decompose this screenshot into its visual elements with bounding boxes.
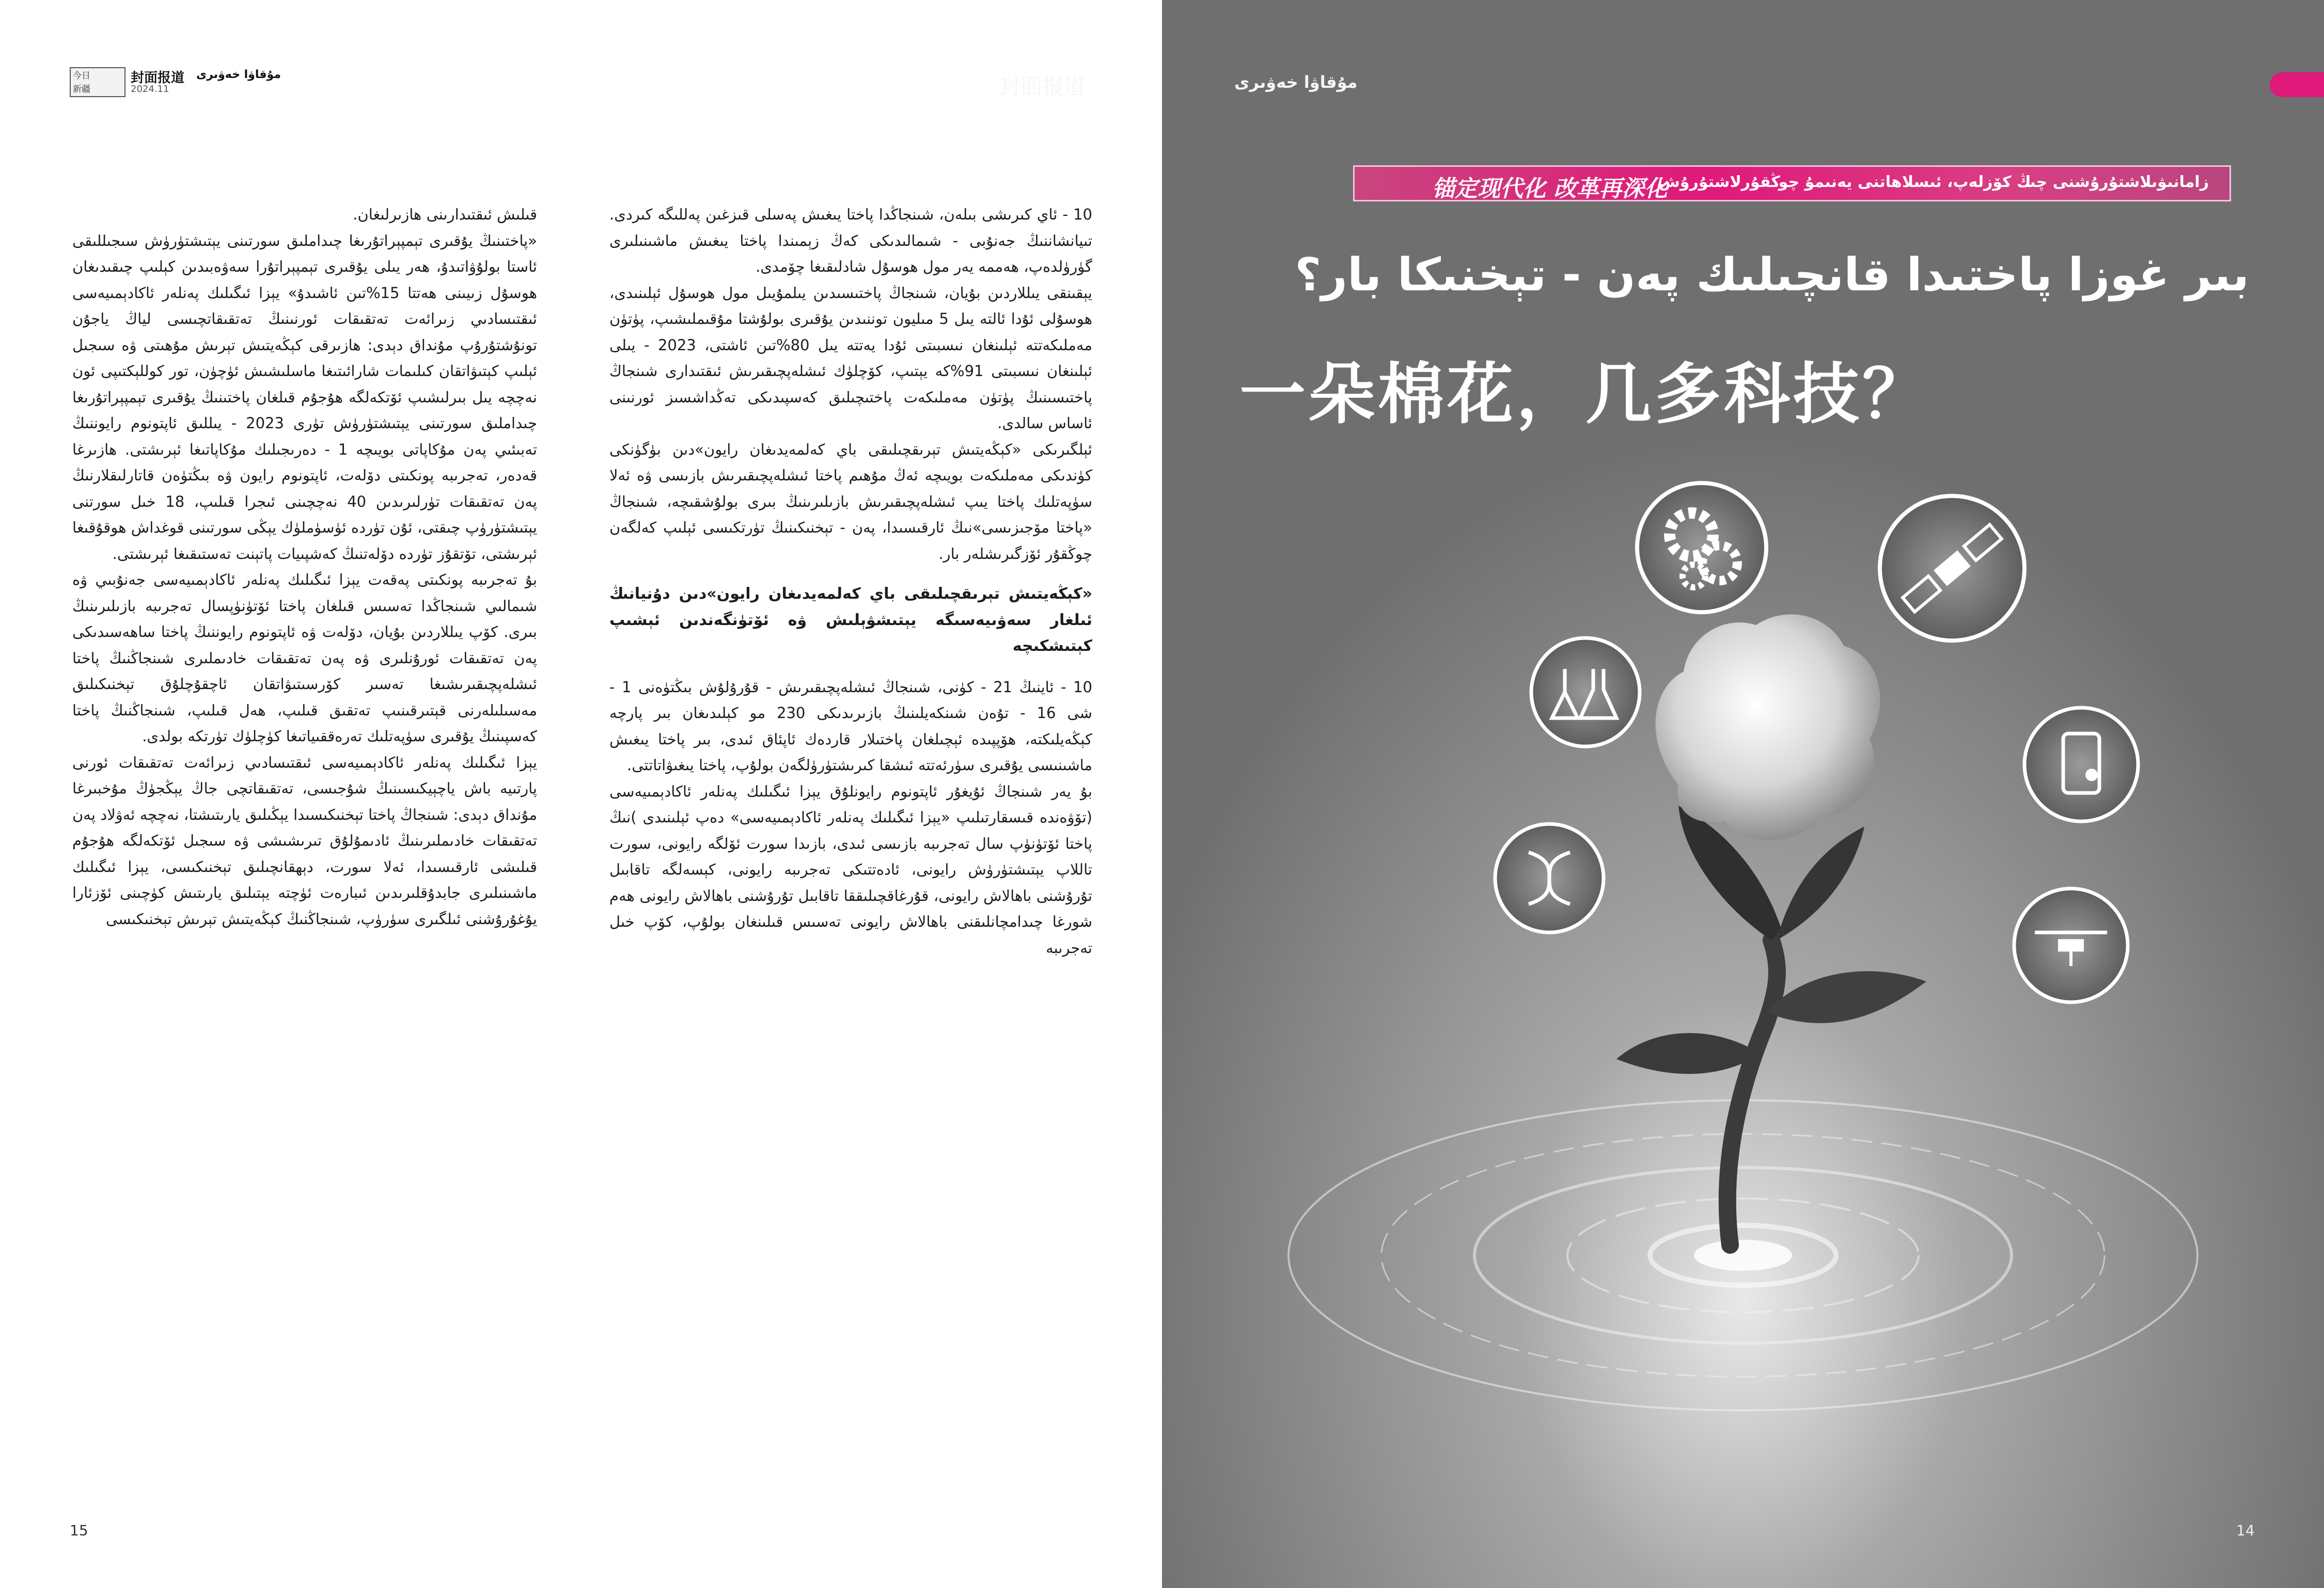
header-section-cn: 封面报道 — [998, 74, 1086, 99]
section-title-cn: 封面报道 — [131, 70, 185, 86]
issue-date: 2024.11 — [131, 84, 169, 95]
satellite-icon — [1880, 496, 2024, 641]
section-title-ug: مۇقاۋا خەۋىرى — [196, 68, 281, 81]
paragraph: بۇ تەجرىبە پونكىتى پەقەت يېزا ئىگىلىك پەنلەر ئاكادېمىيەسى جەنۇبىي ۋە شىمالىي شىنجاڭدا تەسىس قىلغان پاختا ئۆتۈنۈپسال تەجرىبە بازىلىرىنىڭ بىرى. كۆپ يىللاردىن بۇيان، دۆلەت ۋە ئاپتونوم رايوننىڭ پاختا ساھەسىدىكى پەن تەتقىقات ئورۇنلىرى ۋە پەن تەتقىقات خادىملىرى شىنجاڭنىڭ پاختا ئىشلەپچىقىرىشىغا تەسىر كۆرسىتىۋاتقان ئاچقۇچلۇق تېخنىكىلىق مەسىلىلەرنى قېتىرقىنىپ تەتقىق قىلىپ، ھەل قىلىپ، شىنجاڭنىڭ پاختا كەسپىنىڭ يۇقىرى سۈپەتلىك تەرەققىياتىغا كۈچلۈك تۈرتكە بولدى. — [72, 571, 537, 745]
banner-text-ug: زامانىۋىلاشتۇرۇشنى چىڭ كۆزلەپ، ئىسلاھاتنى يەنىمۇ چوڭقۇرلاشتۇرۇش — [1658, 173, 2209, 191]
cover-illustration — [1162, 0, 2324, 1588]
headline-ug: بىر غوزا پاختىدا قانچىلىك پەن - تېخنىكا بار؟ — [1295, 248, 2249, 301]
paragraph: ئېلگىرىكى «كېڭەيتىش تېرىقچىلىقى باي كەلمەيدىغان رايون»دىن بۈگۈنكى كۈندىكى مەملىكەت بويىچە ئەڭ مۇھىم پاختا ئىشلەپچىقىرىش بازىسى ۋە ئەلا سۈپەتلىك پاختا يىپ ئىشلەپچىقىرىش بازىلىرىنىڭ بىرى بولۇشقىچە، شىنجاڭ «پاختا مۆجىزىسى»نىڭ ئارقىسىدا، پەن - تېخنىكىنىڭ تۈرتكىسى ئېلىپ كەلگەن چوڭقۇر ئۆزگىرىشلەر بار. — [609, 440, 1092, 563]
smartphone-touch-icon — [2024, 708, 2138, 821]
paragraph: 10 - ئاي كىرىشى بىلەن، شىنجاڭدا پاختا يىغىش پەسلى قىزغىن پەللىگە كىردى. تىيانشاننىڭ جەنۇبى - شىمالىدىكى كەڭ زېمىندا پاختا يىغىش ماشىنىلىرى گۈرۈلدەپ، ھەممە يەر مول ھوسۇل شادلىقىغا چۆمدى. — [609, 206, 1092, 275]
paragraph: قىلىش ئىقتىدارىنى ھازىرلىغان. — [353, 206, 537, 223]
masthead — [70, 67, 307, 98]
page-number: 14 — [2236, 1522, 2255, 1539]
dna-icon — [1495, 824, 1604, 932]
paragraph: بۇ يەر شىنجاڭ ئۇيغۇر ئاپتونوم رايونلۇق يېزا ئىگىلىك پەنلەر ئاكادېمىيەسى (تۆۋەندە قىسقارتىلىپ «يېزا ئىگىلىك پەنلەر ئاكادېمىيەسى» دەپ ئېلىنىدى )نىڭ پاختا ئۆتۈنۈپ سال تەجرىبە بازىسى ئىدى، بازىدا سورت ئۆلگە رايونى، سورت تاللاپ يېتىشتۈرۈش رايونى، ئادەتتىكى تەجرىبە رايونى، كېسەلگە تاقابىل تۇرۇشنى باھالاش رايونى، قۇرغاقچىلىققا تاقابىل تۇرۇشنى باھالاش رايونى ھەم شورغا چىدامچانلىقنى باھالاش رايونى تەسىس قىلىنغان بولۇپ، كۆپ خىل تەجرىبە — [609, 782, 1092, 957]
headline-cn: 一朵棉花，几多科技？ — [1239, 356, 1932, 433]
page-number: 15 — [70, 1522, 88, 1539]
lab-flask-icon — [1531, 638, 1640, 746]
banner-text-cn: 锚定现代化 改革再深化 — [1432, 176, 1668, 202]
right-page-cover-illustration — [1162, 0, 2324, 1588]
paragraph: يېزا ئىگىلىك پەنلەر ئاكادېمىيەسى ئىقتىسادىي زىرائەت تەتقىقات ئورنى پارتىيە باش ياچېيكىسىنىڭ شۇجىسى، تەتقىقاتچى جاڭ يېڭجۈڭ مۇخبىرغا مۇنداق دېدى: شىنجاڭ پاختا تېخنىكىسىدا يېڭىلىق يارىتىشتا، نەچچە ئەۋلاد پەن تەتقىقات خادىملىرىنىڭ ئادىمۇلۇق تىرىشىشى ۋە سىجىل ئۆتكەلگە ھۇجۇم قىلىشى ئارقىسىدا، ئەلا سورت، دېھقانچىلىق تېخنىكىسى، يېزا ئىگىلىك ماشىنىلىرى جابدۇقلىرىدىن ئىبارەت ئۈچتە يېتىلىق يارىتىش كۈچىنى ئۆزئارا يۇغۇرۇشنى ئىلگىرى سۈرۈپ، شىنجاڭنىڭ كېڭەيتىش تېرىش تېخنىكىسى — [72, 753, 537, 928]
gears-icon — [1637, 483, 1766, 612]
paragraph: «پاختىنىڭ يۇقىرى تېمپېراتۇرىغا چىداملىق سورتىنى يېتىشتۈرۈش سىجىللىقى ئاستا بولۇۋاتىدۇ، ھەر يىلى يۇقىرى تېمپېراتۇرا سەۋەبىدىن كېلىپ چىقىدىغان ھوسۇل زىيىنى ھەتتا 15%تىن ئاشىدۇ» يېزا ئىگىلىك پەنلەر ئاكادېمىيەسى ئىقتىسادىي زىرائەت تەتقىقات ئورنىنىڭ تەتقىقاتچىسى لياڭ ياجۇن تونۇشتۇرۇپ مۇنداق دېدى: ھازىرقى كېڭەيتىش تېرىش مۇھىتى ۋە سىجىل ئېلىپ كېتىۋاتقان كىلىمات شارائىتىغا ماسلىشىش ئۈچۈن، تور كوللېكتىپى ئون نەچچە يىل بىرلىشىپ ئۆتكەلگە ھۇجۇم قىلغان پاختىنىڭ يۇقىرى تېمپېراتۇرىغا چىداملىق سورتىنى يېتىشتۈرۈش تۈرى 2023 - يىللىق ئاپتونوم رايوننىڭ تەبىئىي پەن مۇكاپاتى بويىچە 1 - دەرىجىلىك مۇكاپاتىغا ئېرىشتى. ھازىرغا قەدەر، تەجرىبە پونكىتى دۆلەت، ئاپتونوم رايون ۋە بىڭتۈەن قاتارلىقلارنىڭ پەن تەتقىقات تۈرلىرىدىن 40 نەچچىنى ئىجرا قىلىپ، 18 خىل سورتنى يېتىشتۈرۈپ چىقتى، ئۇن تۈردە ئۈسۈملۈك يېڭى سورتىنى قوغداش ھوقۇقىغا ئېرىشتى، تۆتقۇز تۈردە دۆلەتنىڭ كەشپىيات پاتېنت تەستىقىغا ئېرىشتى. — [72, 231, 538, 563]
magazine-logo — [70, 67, 125, 97]
logo-line-1: 今日 — [73, 71, 90, 81]
drone-icon — [2014, 889, 2128, 1002]
header-section-ug: مۇقاۋا خەۋىرى — [1234, 72, 1358, 92]
section-subheading: «كېڭەيتىش تېرىقچىلىقى باي كەلمەيدىغان رايون»دىن دۇنيانىڭ ئىلغار سەۋىيەسىگە يېتىشۋېلىش ۋە ئۆتۈنگەندىن ئېشىپ كېتىشكىچە — [609, 585, 1092, 655]
paragraph: 10 - ئاينىڭ 21 - كۈنى، شىنجاڭ ئىشلەپچىقىرىش - قۇرۇلۇش بىڭتۈەنى 1 - شى 16 - تۇەن شىنكەيلىنىڭ بازىرىدىكى 230 مو كېلىدىغان بىر پارچە كېڭەيلىكتە، ھۆپپىدە ئېچىلغان پاختىلار قاردەك ئاپئاق ئىدى، بىر پاختا يىغىش ماشىنىسى يۇقىرى سۈرئەتتە ئىشقا كىرىشتۈرۈلگەن بولۇپ، پاختا يىغىۋاتاتتى. — [609, 678, 1092, 774]
article-column-left — [72, 201, 537, 932]
section-tab — [2270, 72, 2324, 97]
logo-line-2: 新疆 — [73, 84, 90, 95]
article-column-right — [609, 201, 1092, 961]
theme-banner — [1353, 165, 2231, 201]
paragraph: يېقىنقى يىللاردىن بۇيان، شىنجاڭ پاختىسىدىن يىلمۇيىل مول ھوسۇل ئېلىنىدى، ھوسۇلى ئۇدا ئالتە يىل 5 مىليون توننىدىن يۇقىرى بولۇشتا مۇقىملىشىپ، پۈتۈن مەملىكەتتە ئېلىنغان نىسبىتى ئۇدا يەتتە يىل 80%تىن ئاشتى، 2023 - يىلى ئېلىنغان نىسبىتى 91%كە يېتىپ، كۆچلۈك ئىشلەپچىقىرىش ئىقتىدارى شىنجاڭ پاختىسىنىڭ پۈتۈن مەملىكەت پاختىچىلىق كەسپىدىكى تەڭداشسىز ئورنىنى ئاساس سالدى. — [609, 284, 1092, 432]
